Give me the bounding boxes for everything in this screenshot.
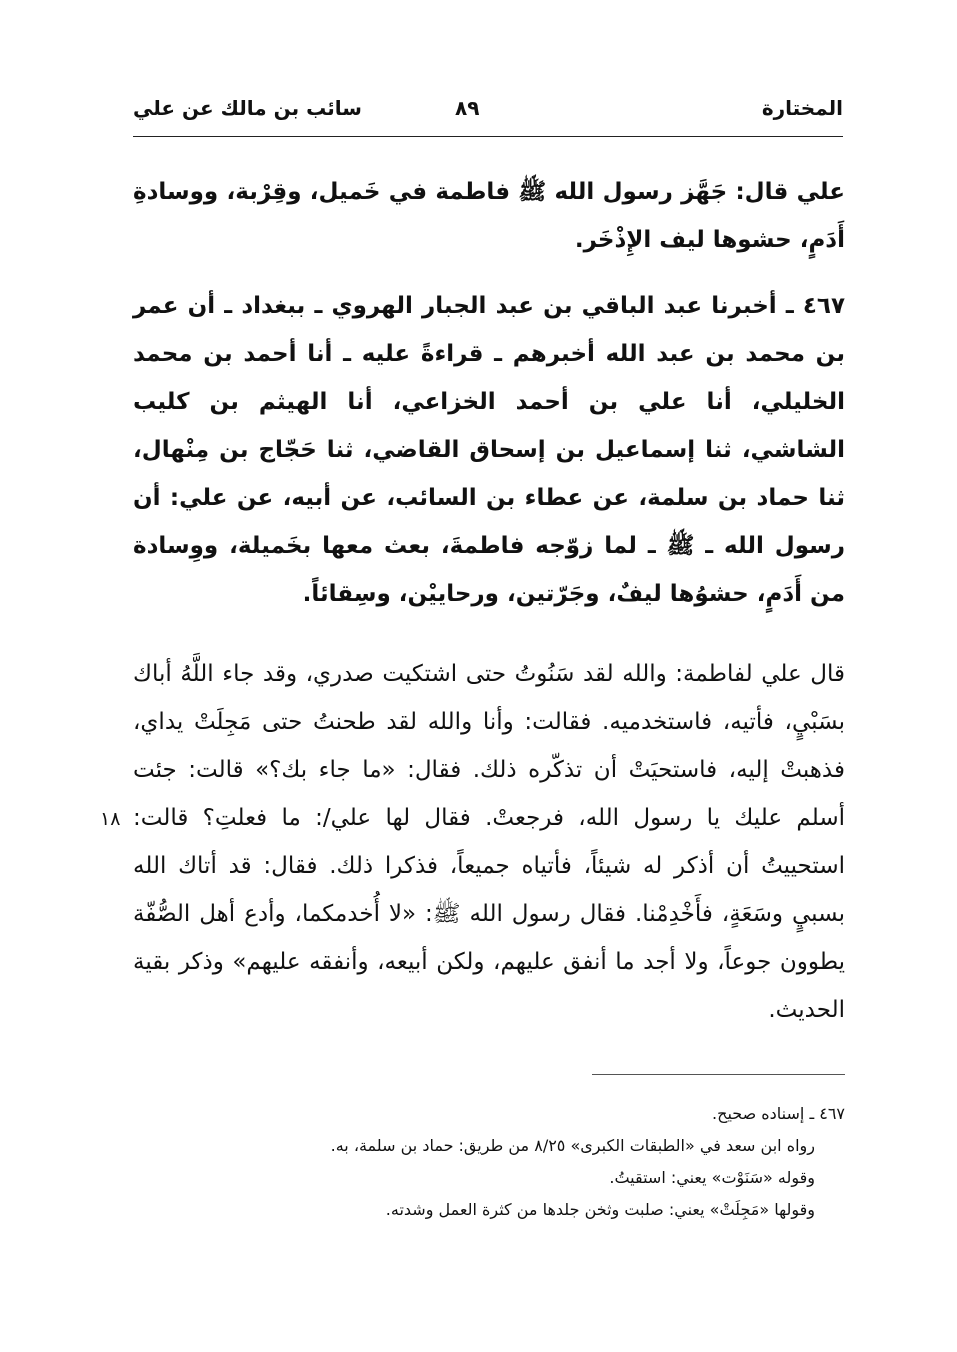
paragraph-text: علي قال: جَهَّز رسول الله ﷺ فاطمة في خَميل، وقِرْبة، ووسادةِ أَدَمٍ، حشوها ليف الإِذْخَر. [133, 179, 845, 253]
paragraph-text: ٤٦٧ ـ أخبرنا عبد الباقي بن عبد الجبار الهروي ـ ببغداد ـ أن عمر بن محمد بن عبد الله أخبرهم ـ قراءةً عليه ـ أنا أحمد بن محمد الخليلي، أنا علي بن أحمد الخزاعي، أنا الهيثم بن كليب الشاشي، ثنا إسماعيل بن إسحاق القاضي، ثنا حَجّاج بن مِنْهال، ثنا حماد بن سلمة، عن عطاء بن السائب، عن أبيه، عن علي: أن رسول الله ـ ﷺ ـ لما زوّجه فاطمةَ، بعث معها بخَميلة، ووِسادة من أَدَمٍ، حشوُها ليفٌ، وجَرّتين، ورحاييْن، وسِقائاً. [133, 293, 845, 607]
paragraph-dialogue [133, 650, 845, 1034]
running-header [133, 96, 843, 132]
footnote-line: وقوله «سَنَوْت» يعني: استقيتُ. [609, 1168, 815, 1187]
hadith-467 [133, 282, 845, 618]
footnote-line: ٤٦٧ ـ إسناده صحيح. [712, 1104, 845, 1123]
page-number: ٨٩ [455, 96, 480, 120]
footnote-line: وقولها «مَجِلَتْ» يعني: صلبت وثخن جلدها من كثرة العمل وشدته. [385, 1200, 815, 1219]
header-rule [133, 136, 843, 137]
book-title: المختارة [761, 96, 843, 120]
chapter-title: سائب بن مالك عن علي [133, 96, 362, 120]
margin-folio-number: ١٨ [100, 808, 121, 830]
footnote-rule [592, 1074, 845, 1075]
footnotes [240, 1098, 845, 1226]
footnote-line: رواه ابن سعد في «الطبقات الكبرى» ٨/٢٥ من طريق: حماد بن سلمة، به. [330, 1136, 815, 1155]
paragraph-continuation [133, 168, 845, 264]
paragraph-text: قال علي لفاطمة: والله لقد سَنُوتُ حتى اشتكيت صدري، وقد جاء اللَّهُ أباك بسَبْيٍ، فأتيه، فاستخدميه. فقالت: وأنا والله لقد طحنتُ حتى مَجِلَتْ يداي، فذهبتْ إليه، فاستحيَتْ أن تذكّره ذلك. فقال: «ما جاء بك؟» قالت: جئت أسلم عليك يا رسول الله، فرجعتْ. فقال لها علي/: ما فعلتِ؟ قالت: استحييتُ أن أذكر له شيئاً، فأتياه جميعاً، فذكرا ذلك. فقال: قد أتاك الله بسبيٍ وسَعَةٍ، فأَخْدِمْنا. فقال رسول الله ﷺ: «لا أُخدمكما، وأدع أهل الصُّفّة يطوون جوعاً، ولا أجد ما أنفق عليهم، ولكن أبيعه، وأنفقه عليهم» وذكر بقية الحديث. [133, 661, 845, 1023]
